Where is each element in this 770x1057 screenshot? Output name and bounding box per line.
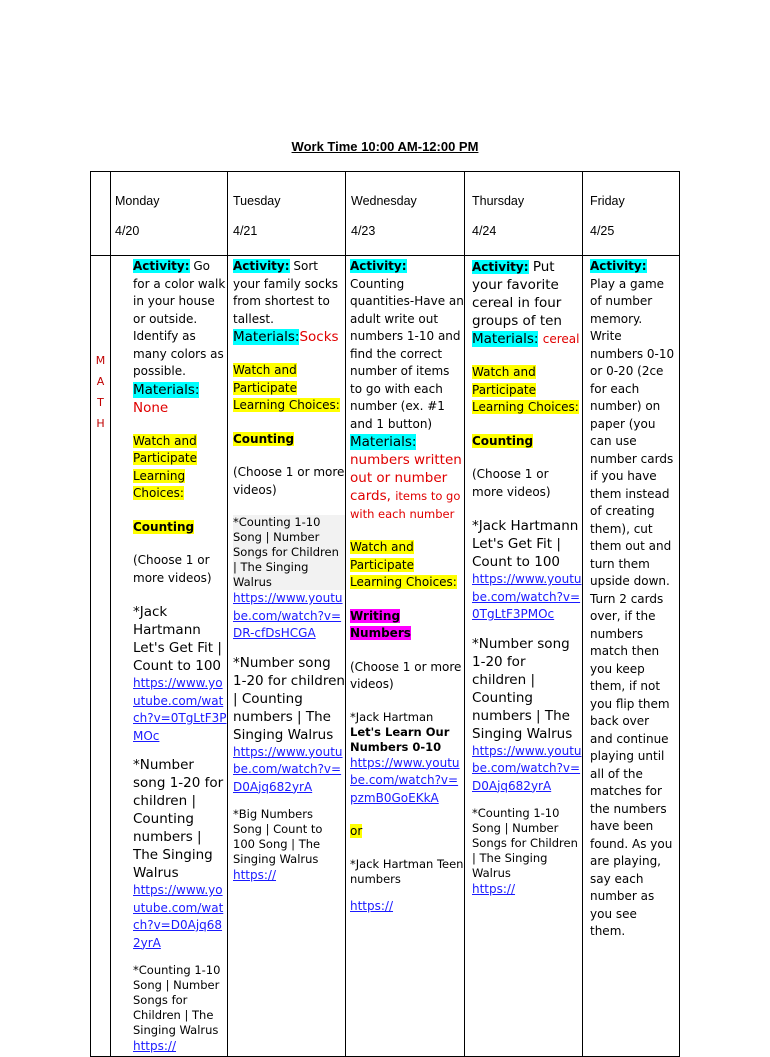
materials-label: Materials: <box>233 329 300 345</box>
subject-label: M A T H <box>91 256 111 1057</box>
video-title: Let's Learn Our Numbers 0-10 <box>350 724 450 754</box>
writing-numbers-label: Writing Numbers <box>350 608 411 640</box>
video-link[interactable]: https://www.youtube.com/watch?v=D0Ajq682yrA <box>472 743 582 793</box>
day-header-friday: Friday 4/25 <box>583 172 680 256</box>
watch-label: Watch and Participate Learning Choices: <box>350 540 457 589</box>
friday-cell <box>583 256 680 1057</box>
video-link[interactable]: https://www.youtube.com/watch?v=DR-cfDsHCGA <box>233 591 343 640</box>
schedule-table <box>90 171 680 1057</box>
video-link[interactable]: https://www.youtube.com/watch?v=pzmB0GoEKkA <box>350 755 460 805</box>
activity-text: Counting quantities-Have an adult write out numbers 1-10 and find the correct number of items to go with each number (ex. #1 and 1 button) <box>350 276 464 431</box>
choose-text: (Choose 1 or more videos) <box>233 465 345 497</box>
activity-text: Put your favorite cereal in four groups of ten <box>472 259 562 329</box>
thursday-cell <box>465 256 583 1057</box>
day-header-tuesday: Tuesday 4/21 <box>228 172 346 256</box>
choose-text: (Choose 1 or more videos) <box>133 553 212 585</box>
video-title: *Number song 1-20 for children | Counting numbers | The Singing Walrus <box>233 654 345 743</box>
activity-text: Play a game of number memory. Write numbers 0-10 or 0-20 (2ce for each number) on paper (you can use number cards if you have them instead of creating them), cut them out and turn them upside down. Turn 2 cards over, if the numbers match then you keep them, if not you flip them back over and continue playing until all of the matches for the numbers have been found. As you are playing, say each number as you see them. <box>590 276 675 938</box>
counting-label: Counting <box>133 519 195 534</box>
page-title: Work Time 10:00 AM-12:00 PM <box>291 139 479 154</box>
video-title: *Number song 1-20 for children | Counting numbers | The Singing Walrus <box>133 757 224 881</box>
tuesday-cell <box>228 256 346 1057</box>
activity-label: Activity: <box>233 259 290 273</box>
video-link[interactable]: https://www.youtube.com/watch?v=0TgLtF3PMOc <box>133 676 227 743</box>
video-title: *Counting 1-10 Song | Number Songs for Children | The Singing Walrus <box>133 963 221 1037</box>
materials-label: Materials: <box>472 331 539 347</box>
video-link[interactable]: https:// <box>133 1039 177 1053</box>
choose-text: (Choose 1 or more videos) <box>472 467 551 499</box>
day-header-monday: Monday 4/20 <box>111 172 228 256</box>
video-title: *Big Numbers Song | Count to 100 Song | The Singing Walrus <box>233 807 323 866</box>
or-label: or <box>350 824 363 838</box>
materials-label: Materials: <box>350 434 417 450</box>
monday-cell <box>111 256 228 1057</box>
counting-label: Counting <box>472 433 534 448</box>
video-title: *Jack Hartman Teen numbers <box>350 856 464 886</box>
activity-label: Activity: <box>133 259 190 273</box>
video-title: *Jack Hartmann Let's Get Fit | Count to 100 <box>133 604 222 674</box>
materials-text: cereal <box>542 332 580 346</box>
watch-label: Watch and Participate Learning Choices: <box>472 365 579 414</box>
watch-label: Watch and Participate Learning Choices: <box>233 363 340 412</box>
materials-text: None <box>133 399 169 416</box>
video-title: *Counting 1-10 Song | Number Songs for Children | The Singing Walrus <box>472 806 578 880</box>
video-title: *Jack Hartmann Let's Get Fit | Count to 100 <box>472 518 579 570</box>
watch-label: Watch and Participate Learning Choices: <box>133 433 198 500</box>
math-row <box>91 256 680 1057</box>
video-link[interactable]: https:// <box>350 898 394 913</box>
wednesday-cell <box>346 256 465 1057</box>
materials-text: Socks <box>299 329 339 345</box>
materials-label: Materials: <box>133 381 200 398</box>
video-prefix: *Jack Hartman <box>350 709 434 724</box>
video-link[interactable]: https:// <box>472 882 516 896</box>
materials-extra: items to go with each number <box>350 489 461 521</box>
activity-label: Activity: <box>350 259 407 273</box>
choose-text: (Choose 1 or more videos) <box>350 659 462 691</box>
corner-cell <box>91 172 111 256</box>
materials-text: numbers written out or number cards, <box>350 452 462 504</box>
video-title: *Number song 1-20 for children | Counting numbers | The Singing Walrus <box>472 635 573 742</box>
header-row <box>91 172 680 256</box>
activity-text: Sort your family socks from shortest to tallest. <box>233 259 339 326</box>
video-title: *Counting 1-10 Song | Number Songs for Children | The Singing Walrus <box>233 515 339 589</box>
video-link[interactable]: https://www.youtube.com/watch?v=D0Ajq682yrA <box>133 883 224 950</box>
video-link[interactable]: https://www.youtube.com/watch?v=0TgLtF3PMOc <box>472 572 582 621</box>
day-header-wednesday: Wednesday 4/23 <box>346 172 465 256</box>
activity-text: Go for a color walk in your house or outside. Identify as many colors as possible. <box>133 259 226 378</box>
activity-label: Activity: <box>472 260 529 274</box>
video-link[interactable]: https://www.youtube.com/watch?v=D0Ajq682yrA <box>233 744 343 794</box>
activity-label: Activity: <box>590 259 647 273</box>
counting-label: Counting <box>233 431 295 446</box>
video-link[interactable]: https:// <box>233 868 277 882</box>
day-header-thursday: Thursday 4/24 <box>465 172 583 256</box>
